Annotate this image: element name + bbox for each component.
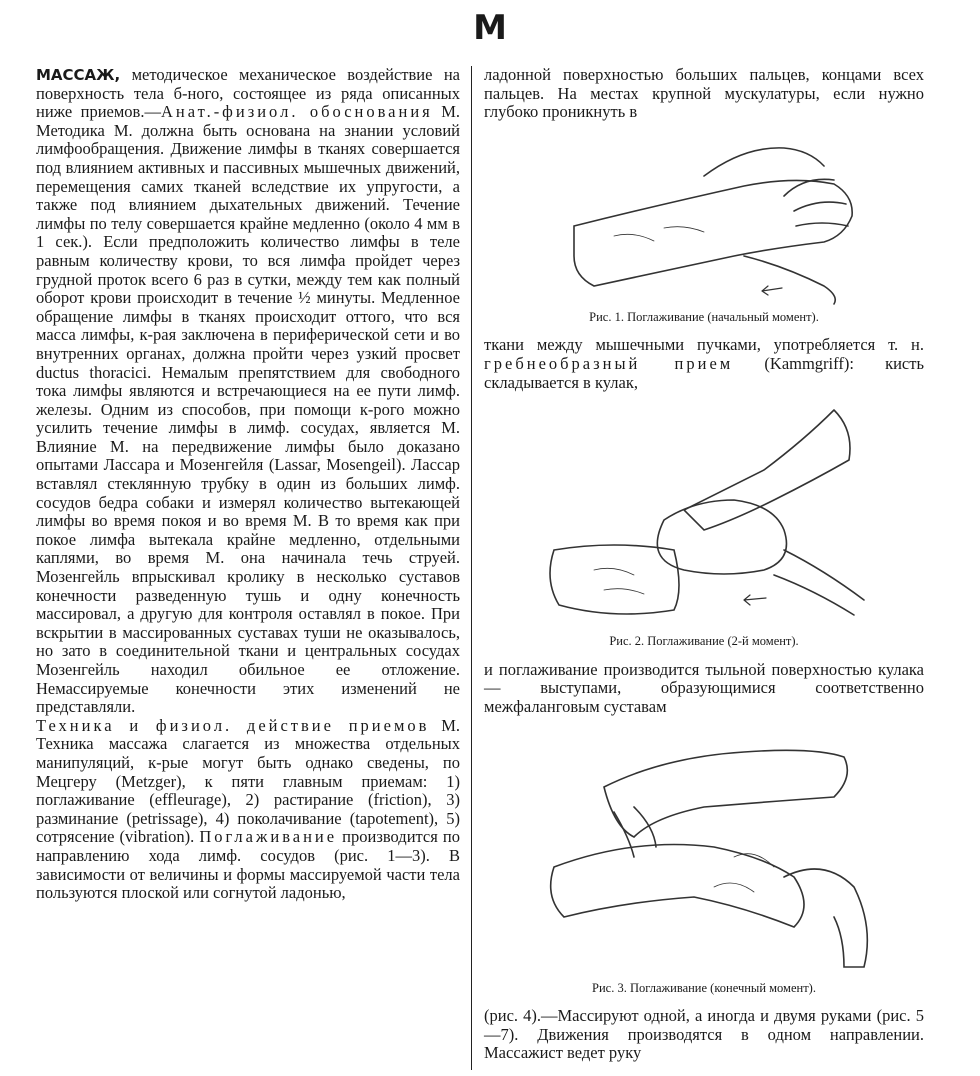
paragraph-right-2 — [484, 336, 924, 392]
figure-2 — [484, 400, 924, 651]
paragraph-intro — [36, 66, 460, 717]
paragraph-right-1: ладонной поверхностью больших пальцев, концами всех пальцев. На местах крупной мускулатуры, если нужно глубоко проникнуть в — [484, 65, 924, 122]
paragraph-technique — [36, 717, 460, 903]
lymph-text: М. Методика М. должна быть основана на знании условий лимфообращения. Движение лимфы в тканях совершается под влиянием активных и пассивных мышечных движений, перемещения самих тканей вследствие их упругости, а также под влиянием дыхательных движений. Течение лимфы по телу совершается крайне медленно (около 4 мм в 1 сек.). Если предположить количество лимфы в теле равным количеству крови, то вся лимфа пройдет через грудной проток всего 6 раз в сутки, между тем как полный оборот крови происходит в течение ½ минуты. Медленное обращение лимфы в тканях происходит оттого, что вся масса лимфы, к-рая заключена в периферической сети и во внутренних органах, должна пройти через узкий просвет ductus thoracici. Немалым препятствием для свободного тока лимфы являются и встречающиеся на ее пути лимф. железы. Одним из способов, при помощи к-рого можно усилить течение лимфы в лимф. сосудах, является М. Влияние М. на передвижение лимфы было доказано опытами Лассара и Мозенгейля (Lassar, Mosengeil). Лассар вставлял стеклянную трубку в один из больших лимф. сосудов бедра собаки и измерял количество вытекающей лимфы во время покоя и во время М. В то время как при покое лимфа вытекала крайне медленно, отдельными каплями, во время М. она начинала течь струей. Мозенгейль впрыскивал кролику в несколько суставов конечности разведенную тушь и одну конечность массировал, а другую для контроля оставлял в покое. При вскрытии в массированных суставах туши не оказывалось, но зато в соединительной ткани и центральных сосудах Мозенгейль находил обильное ее отложение. Немассируемые конечности этих изменений не представляли. — [36, 102, 460, 717]
paragraph-right-3: и поглаживание производится тыльной поверхностью кулака — выступами, образующимися соответственно межфаланговым суставам — [484, 659, 924, 716]
section-letter-header: М — [473, 8, 507, 48]
entry-term: МАССАЖ, — [36, 66, 121, 84]
technique-label: Техника и физиол. действие приемов — [36, 715, 430, 735]
figure-3-caption: Рис. 3. Поглаживание (конечный момент). — [592, 980, 816, 995]
figure-1-caption: Рис. 1. Поглаживание (начальный момент). — [589, 309, 819, 324]
left-column — [36, 66, 460, 903]
figure-1-illustration — [534, 136, 874, 306]
stroking-text: производится по направлению хода лимф. сосудов (рис. 1—3). В зависимости от величины и формы массируемой части тела пользуются плоской или согнутой ладонью, — [36, 827, 461, 903]
stroking-label: Поглаживание — [199, 827, 338, 847]
figure-1 — [484, 136, 924, 327]
kammgriff-text-a: ткани между мышечными пучками, употребляется т. н. — [484, 335, 924, 355]
right-column — [484, 66, 924, 1063]
kammgriff-label: гребнеобразный прием — [484, 353, 734, 373]
figure-2-caption: Рис. 2. Поглаживание (2-й момент). — [609, 634, 799, 649]
paragraph-right-4: (рис. 4).—Массируют одной, а иногда и двумя руками (рис. 5—7). Движения производятся в одном направлении. Массажист ведет руку — [484, 1006, 924, 1063]
intro-text: методическое механическое воздействие на поверхность тела б-ного, состоящее из ряда описанных ниже приемов.— — [36, 65, 460, 122]
anat-physiol-label: Анат.-физиол. обоснования — [160, 102, 433, 122]
figure-3 — [484, 727, 924, 998]
technique-text: М. Техника массажа слагается из множества отдельных манипуляций, к-рые могут быть однако сведены, по Мецгеру (Metzger), к пяти главным приемам: 1) поглаживание (effleurage), 2) растирание (friction), 3) разминание (petrissage), 4) поколачивание (tapotement), 5) сотрясение (vibration). — [36, 715, 461, 847]
figure-3-illustration — [514, 727, 894, 977]
kammgriff-text-b: (Kammgriff): кисть складывается в кулак, — [484, 353, 924, 392]
figure-2-illustration — [534, 400, 874, 630]
column-divider — [471, 66, 472, 1070]
